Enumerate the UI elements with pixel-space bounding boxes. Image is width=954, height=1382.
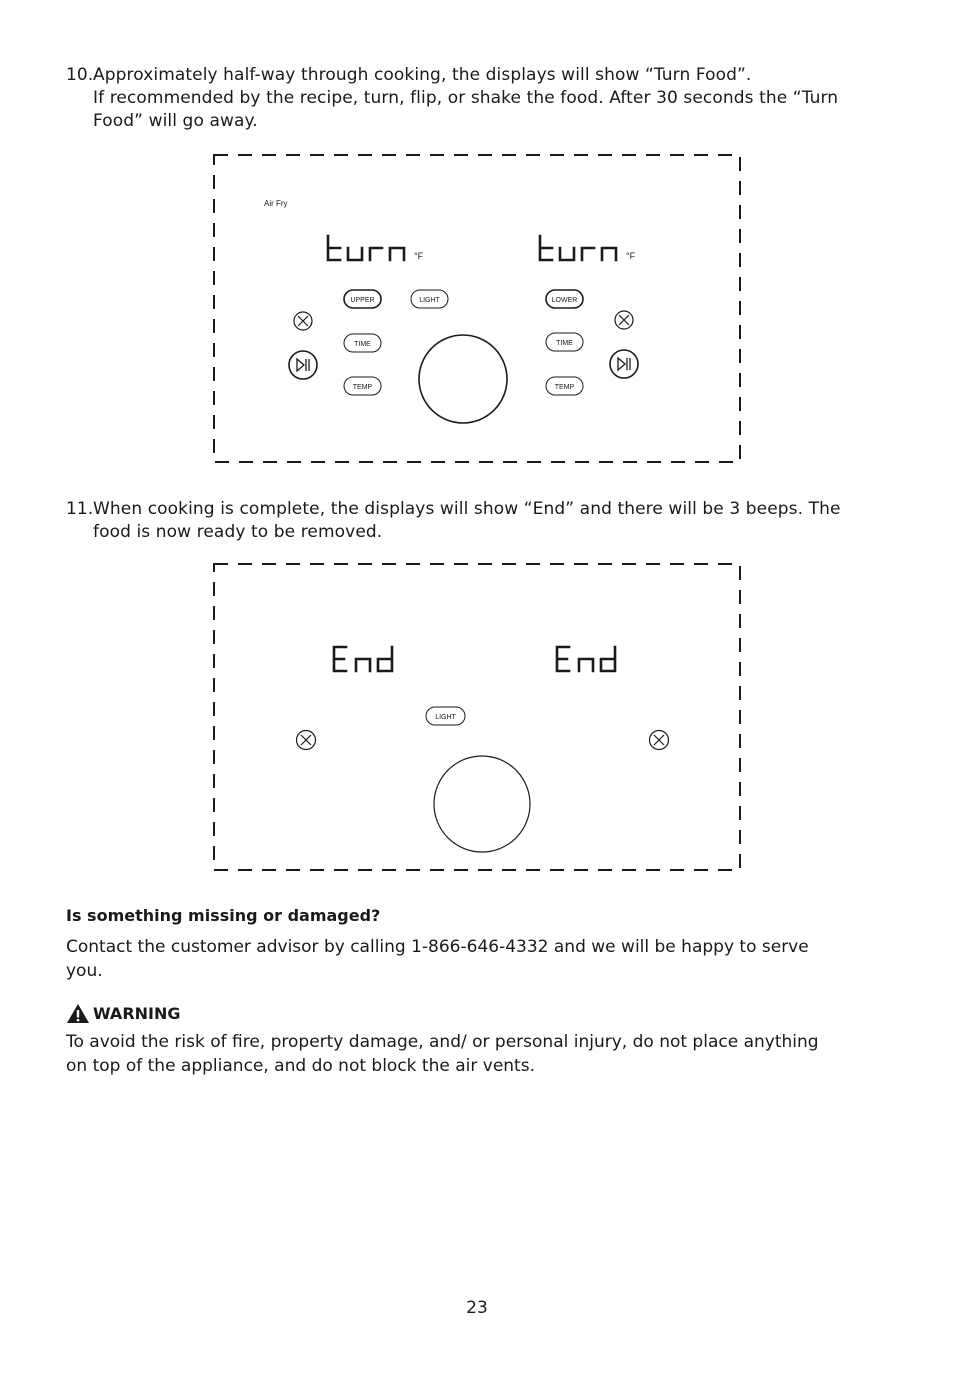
temp-button-label: TEMP	[554, 384, 575, 391]
page-number: 23	[466, 1298, 488, 1318]
seg-r	[582, 248, 594, 260]
dashed-border	[214, 155, 740, 462]
step-line: Approximately half-way through cooking, the displays will show “Turn Food”.	[93, 65, 752, 85]
unit-upper: °F	[414, 251, 424, 261]
warning-icon	[66, 1003, 90, 1024]
temp-button-label: TEMP	[352, 384, 373, 391]
start-pause-icon-upper[interactable]	[289, 351, 317, 379]
control-panel-turn	[210, 150, 745, 468]
dashed-border	[214, 564, 740, 870]
mode-label: Air Fry	[264, 199, 288, 208]
cancel-icon-lower[interactable]	[650, 731, 669, 750]
step-text	[93, 498, 893, 544]
light-button[interactable]	[411, 290, 448, 308]
seg-n	[602, 248, 616, 260]
step-line: If recommended by the recipe, turn, flip, or shake the food. After 30 seconds the “Turn	[93, 88, 839, 108]
lower-display	[540, 236, 616, 260]
step-number: 10.	[66, 65, 94, 85]
text-line: To avoid the risk of fire, property damage, and/ or personal injury, do not place anything	[66, 1032, 819, 1052]
start-pause-icon-lower[interactable]	[610, 350, 638, 378]
seg-n	[356, 659, 370, 671]
step-number: 11.	[66, 499, 94, 519]
temp-button-upper[interactable]	[344, 377, 381, 395]
seg-t	[328, 236, 340, 260]
cancel-icon-upper[interactable]	[294, 312, 312, 330]
lower-button[interactable]	[546, 290, 583, 308]
step-line: food is now ready to be removed.	[93, 522, 383, 542]
upper-button-label: UPPER	[350, 297, 375, 304]
control-dial[interactable]	[419, 335, 507, 423]
control-panel-end	[210, 558, 745, 876]
light-button[interactable]	[426, 707, 465, 725]
missing-heading: Is something missing or damaged?	[66, 906, 381, 925]
step-line: Food” will go away.	[93, 111, 258, 131]
upper-display	[328, 236, 404, 260]
light-button-label: LIGHT	[435, 714, 456, 721]
time-button-upper[interactable]	[344, 334, 381, 352]
seg-r	[370, 248, 382, 260]
seg-t	[540, 236, 552, 260]
unit-lower: °F	[626, 251, 636, 261]
seg-n	[390, 248, 404, 260]
light-button-label: LIGHT	[419, 297, 440, 304]
step-text	[93, 64, 893, 133]
text-line: you.	[66, 961, 103, 981]
control-dial[interactable]	[434, 756, 530, 852]
lower-button-label: LOWER	[551, 297, 578, 304]
cancel-icon-upper[interactable]	[297, 731, 316, 750]
text-line: Contact the customer advisor by calling 1-866-646-4332 and we will be happy to serve	[66, 937, 809, 957]
warning-text	[66, 1030, 906, 1078]
upper-display	[334, 647, 392, 671]
cancel-icon-lower[interactable]	[615, 311, 633, 329]
missing-text	[66, 935, 896, 983]
seg-e	[557, 647, 569, 671]
upper-button[interactable]	[344, 290, 381, 308]
temp-button-lower[interactable]	[546, 377, 583, 395]
seg-d	[601, 647, 615, 671]
seg-e	[334, 647, 346, 671]
lower-display	[557, 647, 615, 671]
step-line: When cooking is complete, the displays will show “End” and there will be 3 beeps. The	[93, 499, 841, 519]
time-button-label: TIME	[354, 341, 371, 348]
seg-n	[579, 659, 593, 671]
seg-u	[560, 248, 574, 260]
seg-d	[378, 647, 392, 671]
text-line: on top of the appliance, and do not block the air vents.	[66, 1056, 535, 1076]
warning-label: WARNING	[93, 1004, 181, 1023]
warning-heading	[66, 1003, 181, 1024]
seg-u	[348, 248, 362, 260]
time-button-lower[interactable]	[546, 333, 583, 351]
time-button-label: TIME	[556, 340, 573, 347]
